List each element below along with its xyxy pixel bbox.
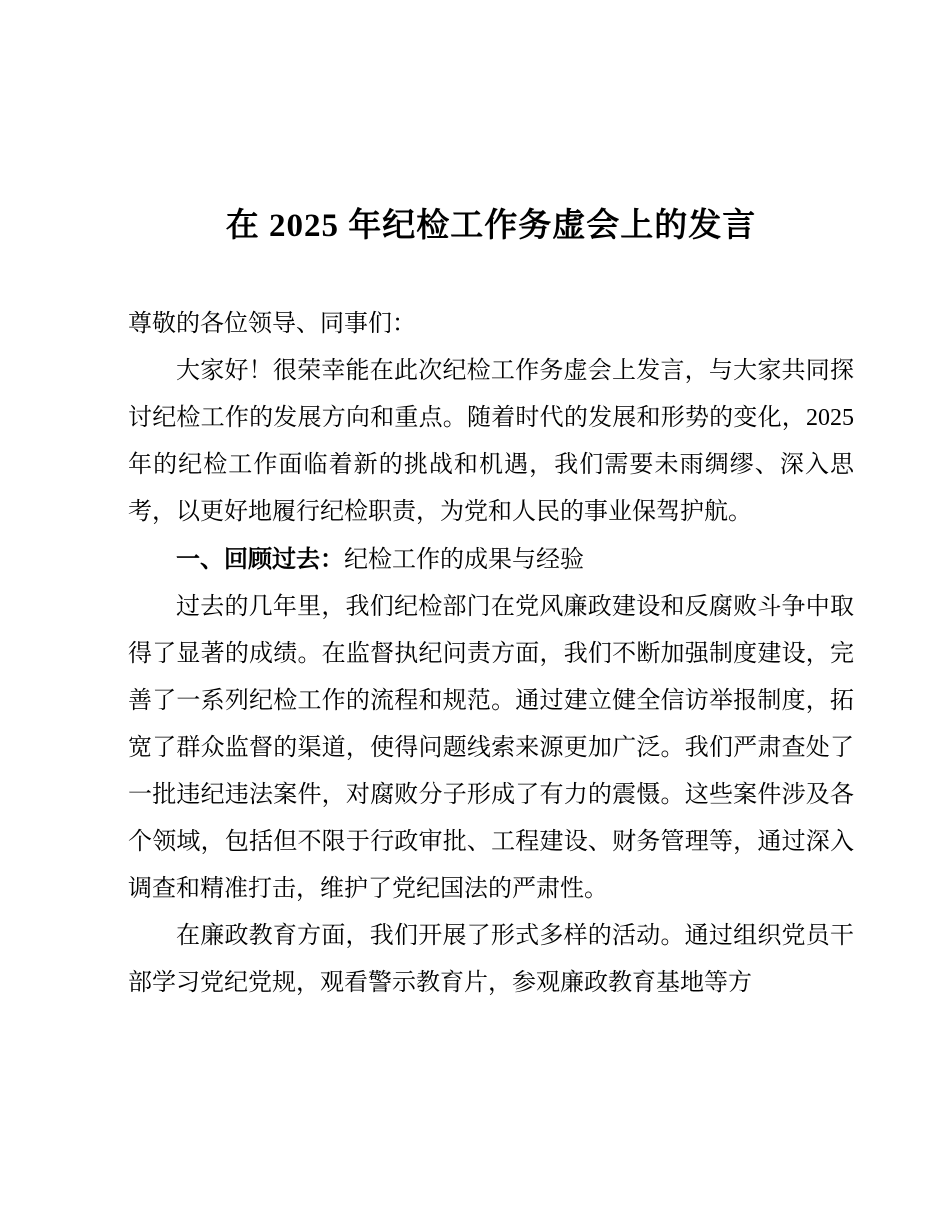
- body-paragraph: 在廉政教育方面，我们开展了形式多样的活动。通过组织党员干部学习党纪党规，观看警示教育片，参观廉政教育基地等方: [128, 923, 854, 996]
- document-body: [128, 301, 854, 1007]
- section-heading-number: 一、回顾过去：: [176, 546, 344, 573]
- intro-paragraph: 大家好！很荣幸能在此次纪检工作务虚会上发言，与大家共同探讨纪检工作的发展方向和重点。随着时代的发展和形势的变化，2025 年的纪检工作面临着新的挑战和机遇，我们需要未雨绸缪、深入思考，以更好地履行纪检职责，为党和人民的事业保驾护航。: [128, 358, 854, 525]
- salutation-paragraph: 尊敬的各位领导、同事们：: [128, 311, 416, 337]
- section-heading: [128, 536, 854, 584]
- section-heading-text: 纪检工作的成果与经验: [344, 547, 584, 573]
- body-paragraph: 过去的几年里，我们纪检部门在党风廉政建设和反腐败斗争中取得了显著的成绩。在监督执纪问责方面，我们不断加强制度建设，完善了一系列纪检工作的流程和规范。通过建立健全信访举报制度，拓宽了群众监督的渠道，使得问题线索来源更加广泛。我们严肃查处了一批违纪违法案件，对腐败分子形成了有力的震慑。这些案件涉及各个领域，包括但不限于行政审批、工程建设、财务管理等，通过深入调查和精准打击，维护了党纪国法的严肃性。: [128, 594, 854, 902]
- document-title: 在 2025 年纪检工作务虚会上的发言: [225, 208, 757, 244]
